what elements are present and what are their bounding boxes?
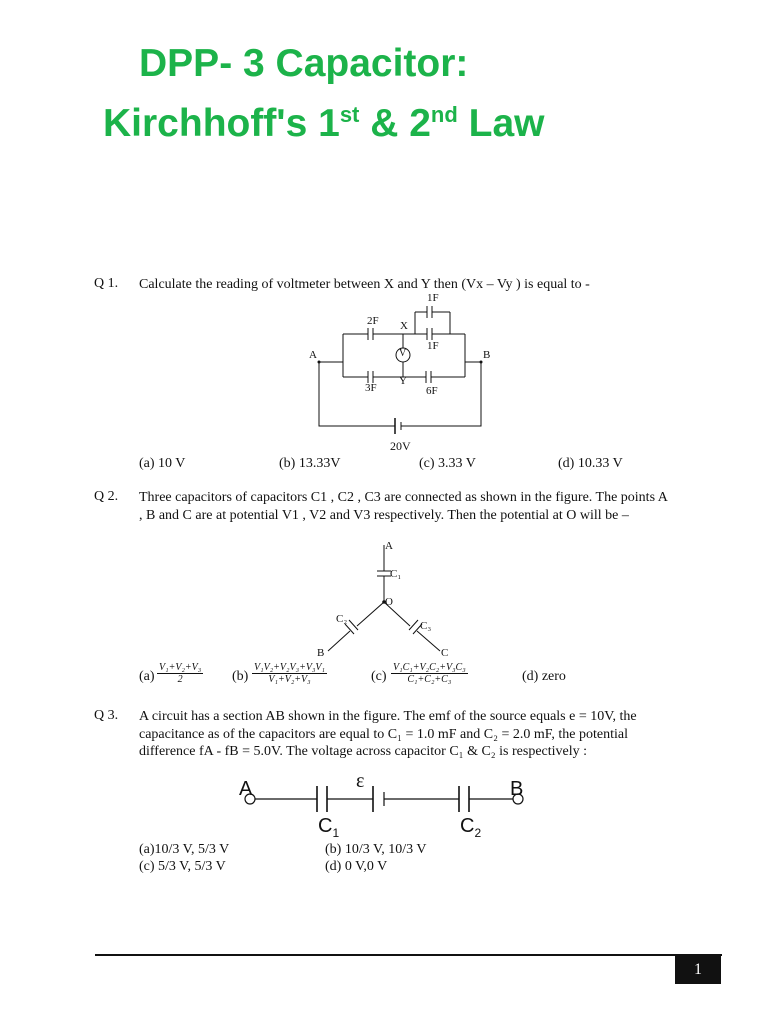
title-text-2a: Kirchhoff's 1 xyxy=(103,102,340,145)
q2-option-c-numerator: V₁C₁+V₂C₂+V₃C₃ xyxy=(393,662,466,673)
title-sup-st: st xyxy=(339,102,360,127)
q2-option-b-fraction[interactable] xyxy=(252,662,327,685)
q1-label-mid-1f: 1F xyxy=(427,340,439,352)
q1-label-x: X xyxy=(400,320,408,332)
q2-label-o: O xyxy=(385,596,393,608)
q1-option-d[interactable]: (d) 10.33 V xyxy=(558,456,623,471)
title-text-2b: & 2 xyxy=(359,102,431,145)
q2-number: Q 2. xyxy=(94,489,119,504)
q3-label-b: B xyxy=(510,778,524,800)
q1-label-b: B xyxy=(483,349,491,361)
q1-label-battery: 20V xyxy=(390,439,411,453)
title-line-2 xyxy=(103,104,544,143)
q3-label-c2 xyxy=(460,815,481,840)
q1-option-c[interactable]: (c) 3.33 V xyxy=(419,456,476,471)
q3-option-a[interactable]: (a)10/3 V, 5/3 V xyxy=(139,842,230,857)
q2-option-c-denominator: C₁+C₂+C₃ xyxy=(407,674,452,685)
q3-number: Q 3. xyxy=(94,708,119,723)
q2-label-c2: C₂ xyxy=(336,613,348,625)
q1-label-a: A xyxy=(309,349,317,361)
q2-option-a-denominator: 2 xyxy=(177,674,183,685)
q2-label-c1: C₁ xyxy=(390,568,402,580)
q3-label-c1 xyxy=(318,815,339,840)
q1-option-a[interactable]: (a) 10 V xyxy=(139,456,186,471)
q1-label-2f: 2F xyxy=(367,315,379,327)
footer-rule xyxy=(95,954,722,956)
q1-option-b[interactable]: (b) 13.33V xyxy=(279,456,341,471)
q3-text: A circuit has a section AB shown in the figure. The emf of the source equals e = 10V, the capacitance as of the capacitors are equal to C₁ = 1.0 mF and C₂ = 2.0 mF, the potential difference fA - fB = 5.0V. The voltage across capacitor C₁ & C₂ is respectively : xyxy=(139,709,637,759)
q1-label-voltmeter: V xyxy=(399,348,407,359)
q2-label-b: B xyxy=(317,647,325,659)
q3-label-c1-subscript: 1 xyxy=(332,826,340,840)
q1-text: Calculate the reading of voltmeter between X and Y then (Vx – Vy ) is equal to - xyxy=(139,277,590,292)
q2-option-a-prefix[interactable]: (a) xyxy=(139,669,155,684)
q2-option-a-fraction[interactable] xyxy=(157,662,203,685)
q1-circuit-diagram xyxy=(300,290,510,450)
q2-option-b-numerator: V₁V₂+V₂V₃+V₃V₁ xyxy=(254,662,326,673)
q2-option-c-prefix[interactable]: (c) xyxy=(371,669,387,684)
title-text-1: DPP- 3 Capacitor: xyxy=(139,42,469,85)
q1-label-3f: 3F xyxy=(365,382,377,394)
q3-section-ab-diagram xyxy=(235,780,535,830)
q2-text: Three capacitors of capacitors C1 , C2 , C3 are connected as shown in the figure. The points A , B and C are at potential V1 , V2 and V3 respectively. Then the potential at O will be – xyxy=(139,490,668,523)
q2-label-a: A xyxy=(385,540,393,552)
q2-label-c3: C₃ xyxy=(420,620,432,632)
q3-option-c[interactable]: (c) 5/3 V, 5/3 V xyxy=(139,859,226,874)
q3-label-a: A xyxy=(239,778,253,800)
q2-option-b-prefix[interactable]: (b) xyxy=(232,669,249,684)
q1-label-6f: 6F xyxy=(426,385,438,397)
title-text-2c: Law xyxy=(457,102,545,145)
page-number-box xyxy=(675,956,721,984)
title-sup-nd: nd xyxy=(430,102,458,127)
q2-option-c-fraction[interactable] xyxy=(391,662,468,685)
q3-label-c2-subscript: 2 xyxy=(474,826,482,840)
q1-number: Q 1. xyxy=(94,276,119,291)
q3-label-c2-letter: C xyxy=(460,815,475,837)
q3-option-b[interactable]: (b) 10/3 V, 10/3 V xyxy=(325,842,427,857)
q2-option-b-denominator: V₁+V₂+V₃ xyxy=(268,674,311,685)
q2-label-c: C xyxy=(441,647,449,659)
title-line-1 xyxy=(139,44,468,83)
q2-option-d[interactable]: (d) zero xyxy=(522,669,566,684)
q3-label-c1-letter: C xyxy=(318,815,333,837)
q1-label-y: Y xyxy=(399,375,407,387)
page-number: 1 xyxy=(694,961,702,978)
q3-option-d[interactable]: (d) 0 V,0 V xyxy=(325,859,388,874)
q1-label-top-1f: 1F xyxy=(427,292,439,304)
q2-option-a-numerator: V₁+V₂+V₃ xyxy=(159,662,202,673)
q3-label-emf: ε xyxy=(356,770,365,792)
